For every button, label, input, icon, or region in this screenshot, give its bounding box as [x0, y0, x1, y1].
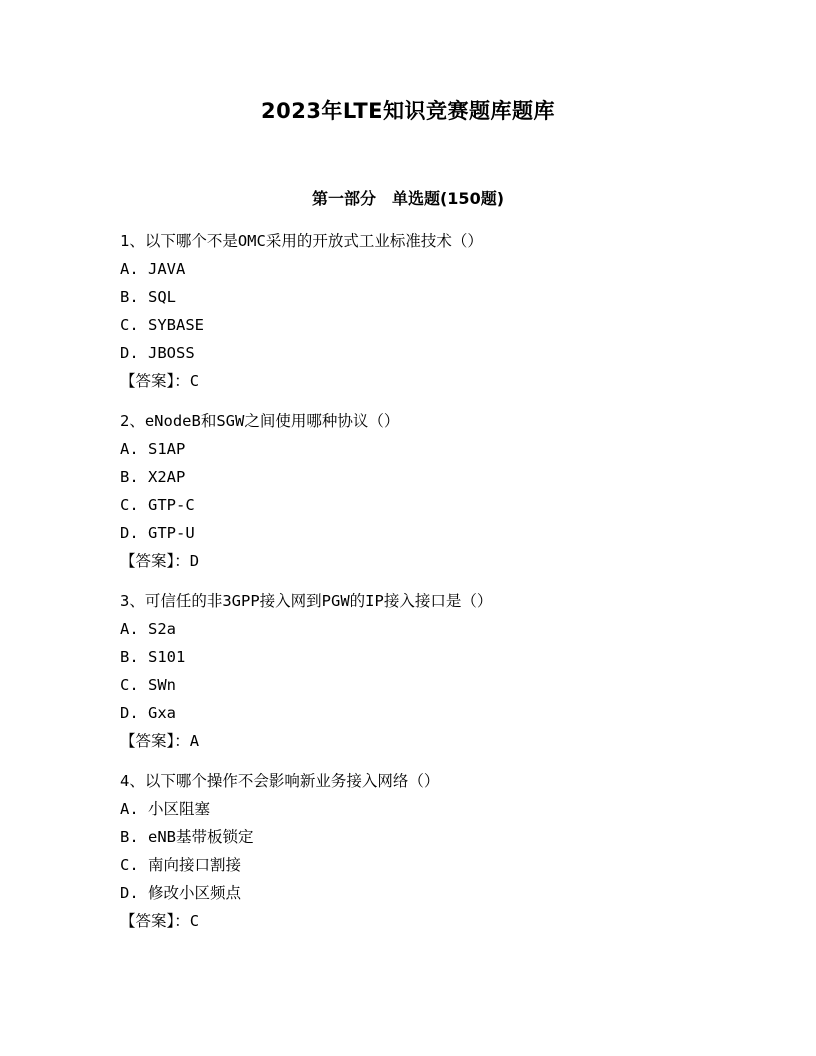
question-stem: 2、eNodeB和SGW之间使用哪种协议（）: [120, 412, 400, 430]
question-1: [120, 227, 740, 395]
answer: 【答案】：C: [120, 372, 200, 390]
option-b: B. X2AP: [120, 468, 186, 486]
option-a: A. S1AP: [120, 440, 186, 458]
option-b: B. S101: [120, 648, 186, 666]
option-c: C. SWn: [120, 676, 176, 694]
option-d: D. 修改小区频点: [120, 884, 241, 902]
question-list: [120, 227, 740, 947]
option-d: D. Gxa: [120, 704, 176, 722]
option-a: A. JAVA: [120, 260, 186, 278]
option-b: B. SQL: [120, 288, 176, 306]
option-a: A. 小区阻塞: [120, 800, 210, 818]
question-3: [120, 587, 740, 755]
section-heading: 第一部分 单选题(150题): [311, 189, 505, 208]
question-stem: 1、以下哪个不是OMC采用的开放式工业标准技术（）: [120, 232, 483, 250]
question-stem: 3、可信任的非3GPP接入网到PGW的IP接入接口是（）: [120, 592, 493, 610]
option-d: D. JBOSS: [120, 344, 195, 362]
option-d: D. GTP-U: [120, 524, 195, 542]
question-stem: 4、以下哪个操作不会影响新业务接入网络（）: [120, 772, 440, 790]
answer: 【答案】：D: [120, 552, 200, 570]
answer: 【答案】：C: [120, 912, 200, 930]
option-b: B. eNB基带板锁定: [120, 828, 254, 846]
option-c: C. SYBASE: [120, 316, 204, 334]
question-4: [120, 767, 740, 935]
option-c: C. GTP-C: [120, 496, 195, 514]
document-title: 2023年LTE知识竞赛题库题库: [260, 99, 556, 123]
answer: 【答案】：A: [120, 732, 200, 750]
question-2: [120, 407, 740, 575]
option-a: A. S2a: [120, 620, 176, 638]
option-c: C. 南向接口割接: [120, 856, 241, 874]
